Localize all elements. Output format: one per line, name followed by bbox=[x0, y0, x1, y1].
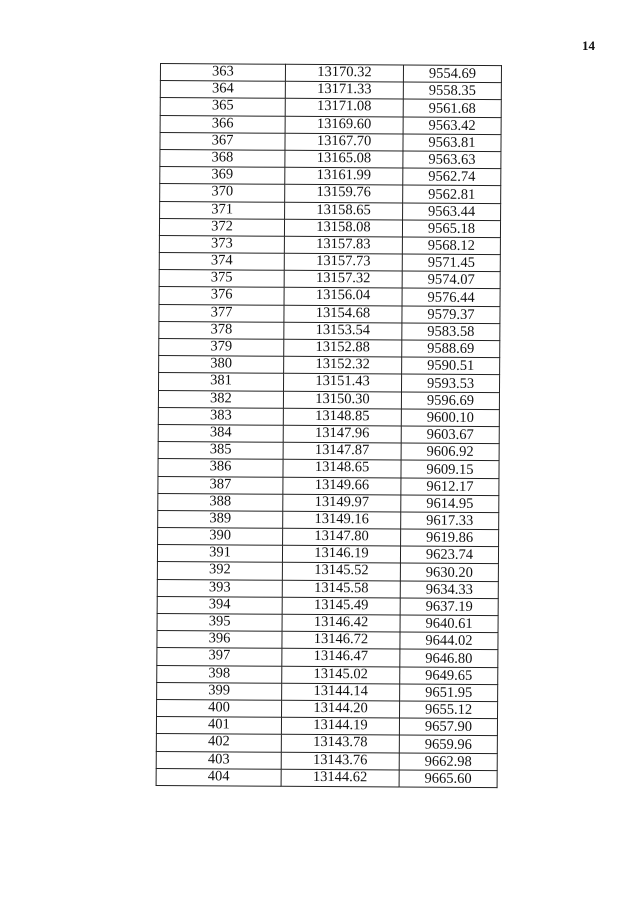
point-number-cell: 382 bbox=[158, 390, 283, 408]
x-coordinate-cell: 13146.47 bbox=[282, 649, 400, 667]
x-coordinate-cell: 13157.32 bbox=[284, 271, 402, 289]
x-coordinate-cell: 13144.62 bbox=[281, 769, 399, 787]
table-row bbox=[156, 734, 497, 753]
coordinates-table bbox=[156, 63, 502, 788]
x-coordinate-cell: 13152.32 bbox=[284, 356, 402, 374]
point-number-cell: 387 bbox=[158, 476, 283, 494]
y-coordinate-cell: 9593.53 bbox=[401, 374, 499, 392]
y-coordinate-cell: 9651.95 bbox=[400, 684, 498, 702]
x-coordinate-cell: 13171.08 bbox=[285, 99, 403, 117]
y-coordinate-cell: 9634.33 bbox=[400, 581, 498, 599]
y-coordinate-cell: 9600.10 bbox=[401, 409, 499, 427]
x-coordinate-cell: 13147.96 bbox=[283, 425, 401, 443]
y-coordinate-cell: 9614.95 bbox=[401, 495, 499, 513]
y-coordinate-cell: 9554.69 bbox=[403, 65, 501, 83]
point-number-cell: 399 bbox=[157, 682, 282, 700]
point-number-cell: 375 bbox=[159, 270, 284, 288]
y-coordinate-cell: 9657.90 bbox=[399, 718, 497, 736]
y-coordinate-cell: 9565.18 bbox=[402, 220, 500, 238]
x-coordinate-cell: 13169.60 bbox=[285, 116, 403, 134]
point-number-cell: 364 bbox=[160, 81, 285, 99]
y-coordinate-cell: 9588.69 bbox=[402, 340, 500, 358]
x-coordinate-cell: 13148.85 bbox=[283, 408, 401, 426]
x-coordinate-cell: 13145.52 bbox=[282, 563, 400, 581]
x-coordinate-cell: 13146.19 bbox=[282, 546, 400, 564]
y-coordinate-cell: 9617.33 bbox=[401, 512, 499, 530]
y-coordinate-cell: 9637.19 bbox=[400, 598, 498, 616]
point-number-cell: 386 bbox=[158, 459, 283, 477]
y-coordinate-cell: 9596.69 bbox=[401, 392, 499, 410]
y-coordinate-cell: 9563.81 bbox=[403, 134, 501, 152]
x-coordinate-cell: 13156.04 bbox=[284, 288, 402, 306]
y-coordinate-cell: 9574.07 bbox=[402, 271, 500, 289]
point-number-cell: 392 bbox=[157, 562, 282, 580]
table-row bbox=[160, 184, 501, 203]
x-coordinate-cell: 13148.65 bbox=[283, 460, 401, 478]
y-coordinate-cell: 9558.35 bbox=[403, 82, 501, 100]
point-number-cell: 383 bbox=[158, 407, 283, 425]
point-number-cell: 377 bbox=[159, 304, 284, 322]
x-coordinate-cell: 13153.54 bbox=[284, 322, 402, 340]
x-coordinate-cell: 13167.70 bbox=[285, 133, 403, 151]
point-number-cell: 403 bbox=[156, 751, 281, 769]
y-coordinate-cell: 9612.17 bbox=[401, 477, 499, 495]
point-number-cell: 369 bbox=[160, 167, 285, 185]
y-coordinate-cell: 9619.86 bbox=[401, 529, 499, 547]
y-coordinate-cell: 9603.67 bbox=[401, 426, 499, 444]
y-coordinate-cell: 9562.74 bbox=[403, 168, 501, 186]
x-coordinate-cell: 13154.68 bbox=[284, 305, 402, 323]
y-coordinate-cell: 9662.98 bbox=[399, 752, 497, 770]
point-number-cell: 374 bbox=[159, 253, 284, 271]
x-coordinate-cell: 13145.02 bbox=[282, 666, 400, 684]
point-number-cell: 393 bbox=[157, 579, 282, 597]
y-coordinate-cell: 9644.02 bbox=[400, 632, 498, 650]
x-coordinate-cell: 13143.78 bbox=[281, 735, 399, 753]
x-coordinate-cell: 13165.08 bbox=[285, 150, 403, 168]
point-number-cell: 384 bbox=[158, 424, 283, 442]
point-number-cell: 390 bbox=[158, 528, 283, 546]
x-coordinate-cell: 13170.32 bbox=[285, 64, 403, 82]
x-coordinate-cell: 13158.65 bbox=[285, 202, 403, 220]
y-coordinate-cell: 9583.58 bbox=[402, 323, 500, 341]
point-number-cell: 378 bbox=[159, 321, 284, 339]
point-number-cell: 372 bbox=[159, 218, 284, 236]
x-coordinate-cell: 13149.66 bbox=[283, 477, 401, 495]
point-number-cell: 401 bbox=[156, 717, 281, 735]
x-coordinate-cell: 13144.20 bbox=[282, 700, 400, 718]
y-coordinate-cell: 9606.92 bbox=[401, 443, 499, 461]
point-number-cell: 391 bbox=[157, 545, 282, 563]
point-number-cell: 394 bbox=[157, 596, 282, 614]
y-coordinate-cell: 9568.12 bbox=[402, 237, 500, 255]
x-coordinate-cell: 13157.83 bbox=[284, 236, 402, 254]
x-coordinate-cell: 13149.97 bbox=[283, 494, 401, 512]
table-row bbox=[157, 648, 498, 667]
x-coordinate-cell: 13157.73 bbox=[284, 253, 402, 271]
point-number-cell: 366 bbox=[160, 115, 285, 133]
table-row bbox=[159, 373, 500, 392]
point-number-cell: 397 bbox=[157, 648, 282, 666]
point-number-cell: 371 bbox=[160, 201, 285, 219]
y-coordinate-cell: 9579.37 bbox=[402, 306, 500, 324]
point-number-cell: 367 bbox=[160, 132, 285, 150]
point-number-cell: 380 bbox=[159, 356, 284, 374]
point-number-cell: 398 bbox=[157, 665, 282, 683]
point-number-cell: 395 bbox=[157, 613, 282, 631]
y-coordinate-cell: 9649.65 bbox=[400, 667, 498, 685]
y-coordinate-cell: 9640.61 bbox=[400, 615, 498, 633]
y-coordinate-cell: 9562.81 bbox=[403, 185, 501, 203]
x-coordinate-cell: 13144.14 bbox=[282, 683, 400, 701]
y-coordinate-cell: 9576.44 bbox=[402, 288, 500, 306]
y-coordinate-cell: 9590.51 bbox=[402, 357, 500, 375]
point-number-cell: 396 bbox=[157, 631, 282, 649]
x-coordinate-cell: 13161.99 bbox=[285, 167, 403, 185]
y-coordinate-cell: 9655.12 bbox=[400, 701, 498, 719]
y-coordinate-cell: 9609.15 bbox=[401, 460, 499, 478]
table-row bbox=[158, 459, 499, 478]
y-coordinate-cell: 9563.42 bbox=[403, 117, 501, 135]
y-coordinate-cell: 9571.45 bbox=[402, 254, 500, 272]
point-number-cell: 388 bbox=[158, 493, 283, 511]
table-row bbox=[156, 768, 497, 787]
point-number-cell: 376 bbox=[159, 287, 284, 305]
point-number-cell: 363 bbox=[160, 64, 285, 82]
x-coordinate-cell: 13171.33 bbox=[285, 81, 403, 99]
x-coordinate-cell: 13152.88 bbox=[284, 339, 402, 357]
x-coordinate-cell: 13146.42 bbox=[282, 614, 400, 632]
point-number-cell: 404 bbox=[156, 768, 281, 786]
table-body bbox=[156, 64, 501, 788]
point-number-cell: 381 bbox=[159, 373, 284, 391]
y-coordinate-cell: 9561.68 bbox=[403, 99, 501, 117]
y-coordinate-cell: 9665.60 bbox=[399, 770, 497, 788]
x-coordinate-cell: 13145.58 bbox=[282, 580, 400, 598]
x-coordinate-cell: 13159.76 bbox=[285, 185, 403, 203]
table-row bbox=[157, 562, 498, 581]
x-coordinate-cell: 13146.72 bbox=[282, 631, 400, 649]
x-coordinate-cell: 13147.87 bbox=[283, 442, 401, 460]
point-number-cell: 379 bbox=[159, 338, 284, 356]
page-number: 14 bbox=[582, 38, 595, 53]
point-number-cell: 365 bbox=[160, 98, 285, 116]
y-coordinate-cell: 9646.80 bbox=[400, 649, 498, 667]
y-coordinate-cell: 9563.44 bbox=[403, 202, 501, 220]
point-number-cell: 370 bbox=[160, 184, 285, 202]
table-row bbox=[160, 98, 501, 117]
point-number-cell: 402 bbox=[156, 734, 281, 752]
point-number-cell: 400 bbox=[157, 699, 282, 717]
x-coordinate-cell: 13145.49 bbox=[282, 597, 400, 615]
x-coordinate-cell: 13149.16 bbox=[283, 511, 401, 529]
point-number-cell: 373 bbox=[159, 235, 284, 253]
point-number-cell: 389 bbox=[158, 510, 283, 528]
y-coordinate-cell: 9623.74 bbox=[400, 546, 498, 564]
x-coordinate-cell: 13151.43 bbox=[283, 374, 401, 392]
x-coordinate-cell: 13158.08 bbox=[284, 219, 402, 237]
point-number-cell: 385 bbox=[158, 442, 283, 460]
y-coordinate-cell: 9563.63 bbox=[403, 151, 501, 169]
x-coordinate-cell: 13143.76 bbox=[281, 752, 399, 770]
y-coordinate-cell: 9659.96 bbox=[399, 735, 497, 753]
x-coordinate-cell: 13144.19 bbox=[281, 717, 399, 735]
y-coordinate-cell: 9630.20 bbox=[400, 563, 498, 581]
x-coordinate-cell: 13147.80 bbox=[283, 528, 401, 546]
x-coordinate-cell: 13150.30 bbox=[283, 391, 401, 409]
point-number-cell: 368 bbox=[160, 149, 285, 167]
